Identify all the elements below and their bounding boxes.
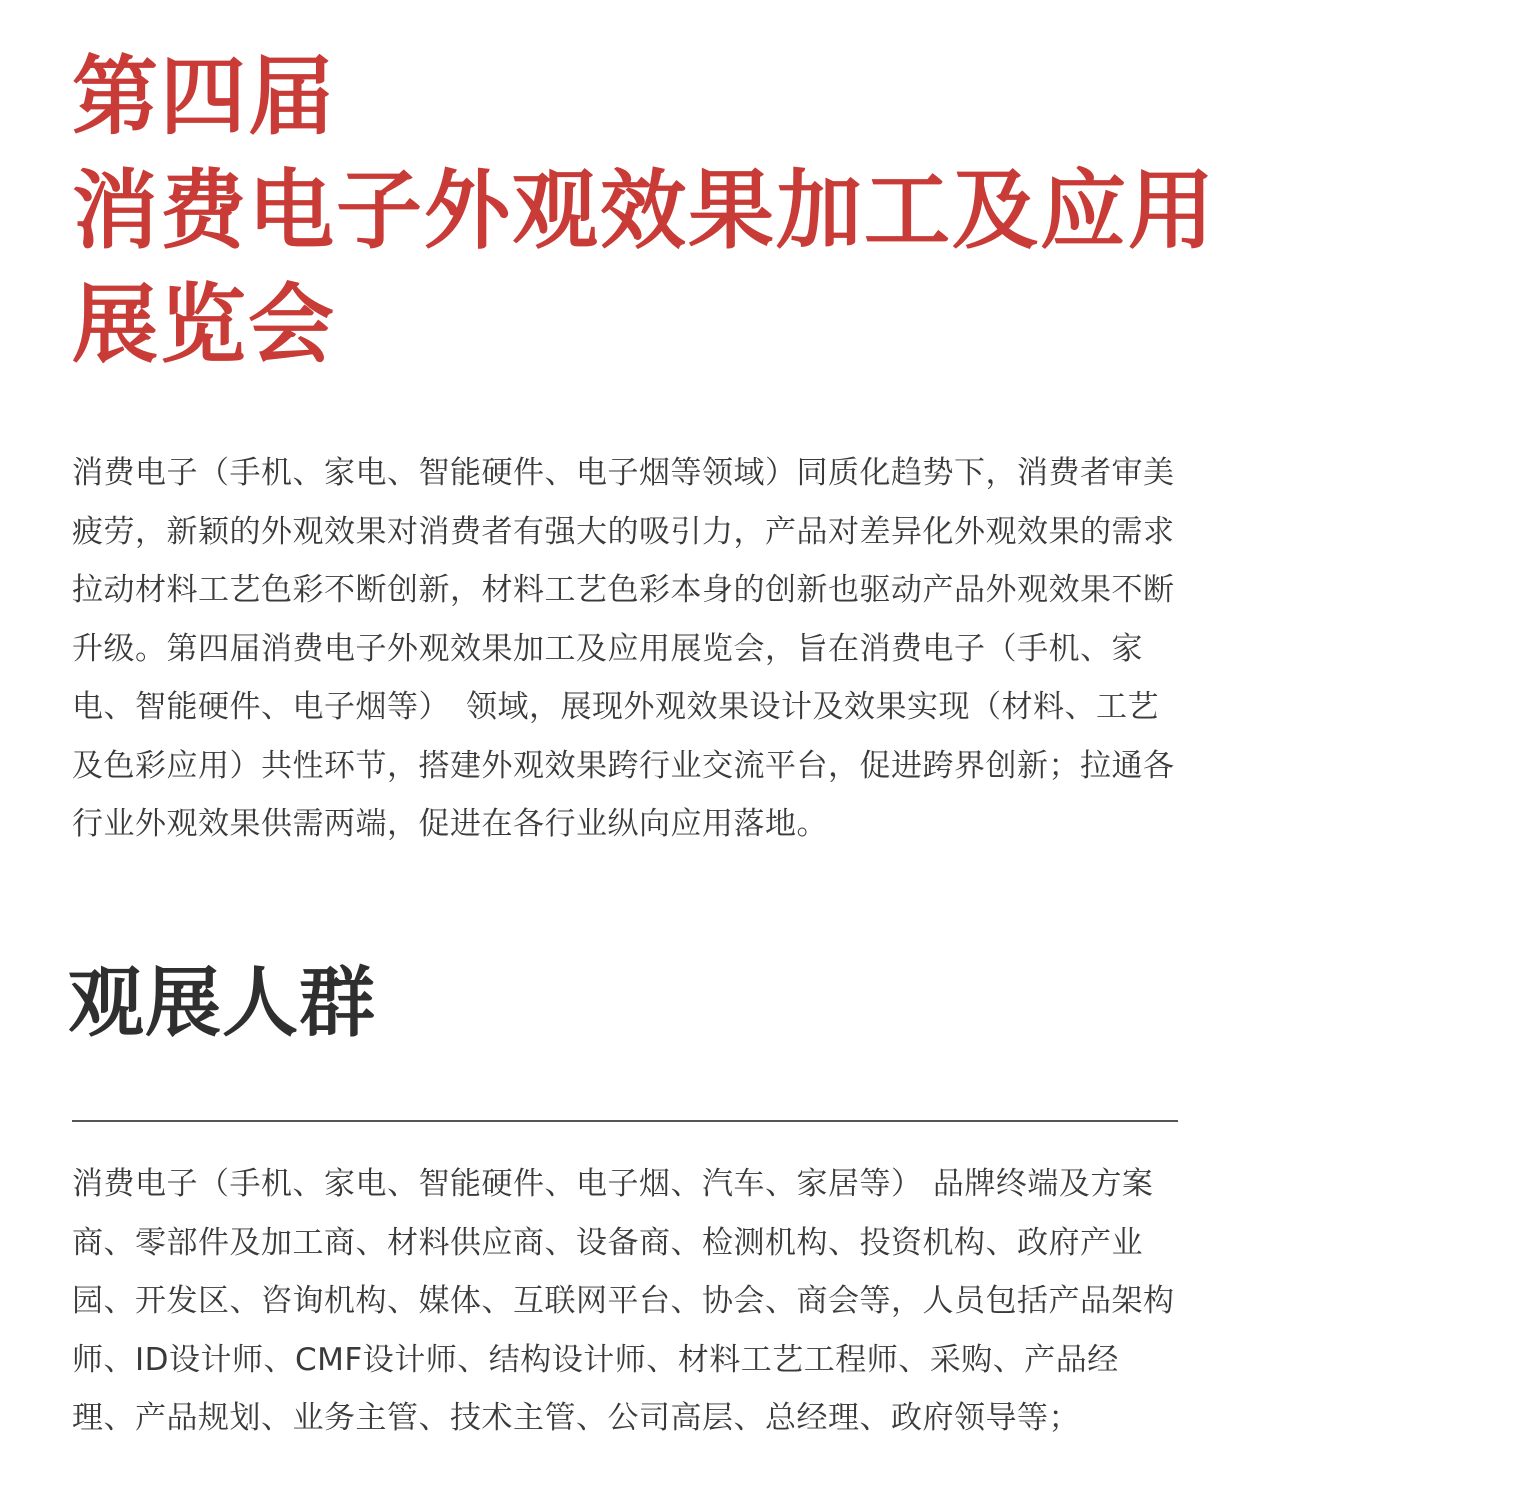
page-title <box>72 40 1216 382</box>
audience-paragraph: 消费电子（手机、家电、智能硬件、电子烟、汽车、家居等） 品牌终端及方案商、零部件及加工商、材料供应商、设备商、检测机构、投资机构、政府产业园、开发区、咨询机构、媒体、互联网平台、协会、商会等，人员包括产品架构师、ID设计师、CMF设计师、结构设计师、材料工艺工程师、采购、产品经理、产品规划、业务主管、技术主管、公司高层、总经理、政府领导等； <box>72 1166 1175 1436</box>
title-line-1: 第四届 <box>72 46 336 147</box>
audience-heading: 观展人群 <box>68 958 376 1047</box>
intro-paragraph: 消费电子（手机、家电、智能硬件、电子烟等领域）同质化趋势下，消费者审美疲劳，新颖的外观效果对消费者有强大的吸引力，产品对差异化外观效果的需求拉动材料工艺色彩不断创新，材料工艺色彩本身的创新也驱动产品外观效果不断升级。第四届消费电子外观效果加工及应用展览会，旨在消费电子（手机、家电、智能硬件、电子烟等） 领域，展现外观效果设计及效果实现（材料、工艺及色彩应用）共性环节，搭建外观效果跨行业交流平台，促进跨界创新；拉通各行业外观效果供需两端，促进在各行业纵向应用落地。 <box>72 455 1175 842</box>
section-divider <box>72 1120 1178 1122</box>
title-line-2: 消费电子外观效果加工及应用 <box>72 160 1216 261</box>
title-line-3: 展览会 <box>72 274 336 375</box>
